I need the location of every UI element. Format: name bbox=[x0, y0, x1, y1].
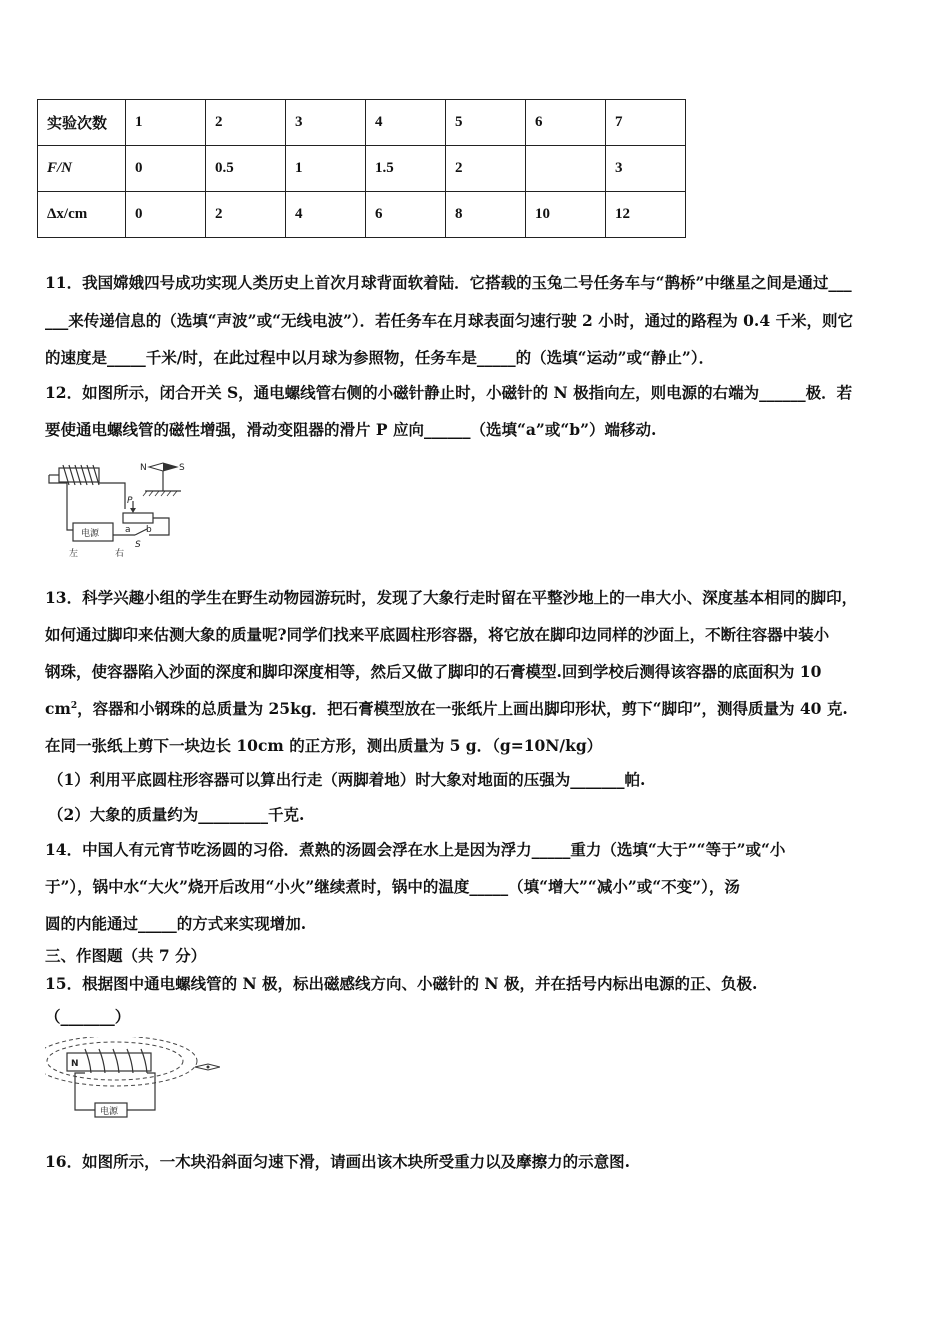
q16-line-1: 16．如图所示，一木块沿斜面匀速下滑，请画出该木块所受重力以及摩擦力的示意图. bbox=[45, 1152, 630, 1171]
table-row bbox=[38, 146, 686, 192]
experiment-table bbox=[37, 99, 686, 238]
table-cell: F/N bbox=[38, 146, 126, 192]
q13-line-4-text: ，容器和小钢珠的总质量为 25kg．把石膏模型放在一张纸片上画出脚印形状，剪下“脚印”，测得质量为 40 克. bbox=[77, 699, 848, 718]
terminal-a-label: a bbox=[125, 525, 131, 535]
q13-sub-2: （2）大象的质量约为_________千克. bbox=[48, 805, 305, 824]
table-cell: 2 bbox=[446, 146, 526, 192]
table-row bbox=[38, 100, 686, 146]
q14-line-3: 圆的内能通过_____的方式来实现增加. bbox=[45, 914, 307, 933]
q11-line-3: 的速度是_____千米/时，在此过程中以月球为参照物，任务车是_____的（选填“运动”或“静止”）． bbox=[45, 348, 715, 367]
solenoid-n-label: N bbox=[71, 1059, 79, 1069]
q13-line-1: 13．科学兴趣小组的学生在野生动物园游玩时，发现了大象行走时留在平整沙地上的一串大小、深度基本相同的脚印， bbox=[45, 588, 858, 607]
q15-blank: （_______） bbox=[45, 1007, 131, 1026]
q12-line-2: 要使通电螺线管的磁性增强，滑动变阻器的滑片 P 应向______（选填“a”或“b”）端移动. bbox=[45, 420, 657, 439]
q14-line-1: 14．中国人有元宵节吃汤圆的习俗．煮熟的汤圆会浮在水上是因为浮力_____重力（选填“大于”“等于”或“小 bbox=[45, 840, 786, 859]
unit-cm: cm bbox=[45, 699, 71, 718]
table-cell: 3 bbox=[606, 146, 686, 192]
q13-line-2: 如何通过脚印来估测大象的质量呢?同学们找来平底圆柱形容器，将它放在脚印边同样的沙面上，不断往容器中装小 bbox=[45, 625, 830, 644]
q13-line-3: 钢珠，使容器陷入沙面的深度和脚印深度相等，然后又做了脚印的石膏模型.回到学校后测得该容器的底面积为 10 bbox=[45, 662, 822, 681]
table-cell: 2 bbox=[206, 192, 286, 238]
table-cell: 1 bbox=[126, 100, 206, 146]
q11-line-2: ___来传递信息的（选填“声波”或“无线电波”）．若任务车在月球表面匀速行驶 2 小时，通过的路程为 0.4 千米，则它 bbox=[45, 311, 854, 330]
q11-line-1: 11．我国嫦娥四号成功实现人类历史上首次月球背面软着陆．它搭载的玉兔二号任务车与“鹊桥”中继星之间是通过___ bbox=[45, 273, 852, 292]
table-cell: 4 bbox=[366, 100, 446, 146]
table-cell: 3 bbox=[286, 100, 366, 146]
q13-line-4 bbox=[45, 697, 848, 719]
solenoid-circuit-figure bbox=[45, 455, 215, 565]
table-cell: 5 bbox=[446, 100, 526, 146]
q13-line-5: 在同一张纸上剪下一块边长 10cm 的正方形，测出质量为 5 g．（g=10N/kg） bbox=[45, 736, 603, 755]
section-heading: 三、作图题（共 7 分） bbox=[45, 946, 207, 965]
power-supply-label: 电源 bbox=[100, 1107, 119, 1117]
table-row bbox=[38, 192, 686, 238]
table-cell: 12 bbox=[606, 192, 686, 238]
table-cell: Δx/cm bbox=[38, 192, 126, 238]
table-cell: 6 bbox=[526, 100, 606, 146]
table-cell: 1.5 bbox=[366, 146, 446, 192]
table-cell: 1 bbox=[286, 146, 366, 192]
slider-p-label: P bbox=[127, 496, 133, 506]
table-cell: 实验次数 bbox=[38, 100, 126, 146]
table-cell: 0 bbox=[126, 192, 206, 238]
needle-n-label: N bbox=[140, 463, 147, 473]
table-cell: 10 bbox=[526, 192, 606, 238]
terminal-b-label: b bbox=[146, 525, 152, 535]
table-cell: 2 bbox=[206, 100, 286, 146]
table-cell: 7 bbox=[606, 100, 686, 146]
table-cell: 0 bbox=[126, 146, 206, 192]
q12-line-1: 12．如图所示，闭合开关 S，通电螺线管右侧的小磁针静止时，小磁针的 N 极指向左，则电源的右端为______极．若 bbox=[45, 383, 853, 402]
table-cell: 0.5 bbox=[206, 146, 286, 192]
unit-exponent: 2 bbox=[70, 700, 78, 711]
q13-sub-1: （1）利用平底圆柱形容器可以算出行走（两脚着地）时大象对地面的压强为_______帕. bbox=[48, 770, 646, 789]
table-cell: 4 bbox=[286, 192, 366, 238]
table-cell: 6 bbox=[366, 192, 446, 238]
q15-line-1: 15．根据图中通电螺线管的 N 极，标出磁感线方向、小磁针的 N 极，并在括号内标出电源的正、负极. bbox=[45, 974, 758, 993]
power-supply-label: 电源 bbox=[81, 529, 100, 539]
right-label: 右 bbox=[115, 549, 125, 559]
table-cell bbox=[526, 146, 606, 192]
q14-line-2: 于”），锅中水“大火”烧开后改用“小火”继续煮时，锅中的温度_____（填“增大”“减小”或“不变”），汤 bbox=[45, 877, 740, 896]
left-label: 左 bbox=[69, 549, 79, 559]
solenoid-field-figure bbox=[45, 1037, 220, 1125]
switch-s-label: S bbox=[135, 540, 141, 550]
needle-s-label: S bbox=[179, 463, 185, 473]
table-cell: 8 bbox=[446, 192, 526, 238]
